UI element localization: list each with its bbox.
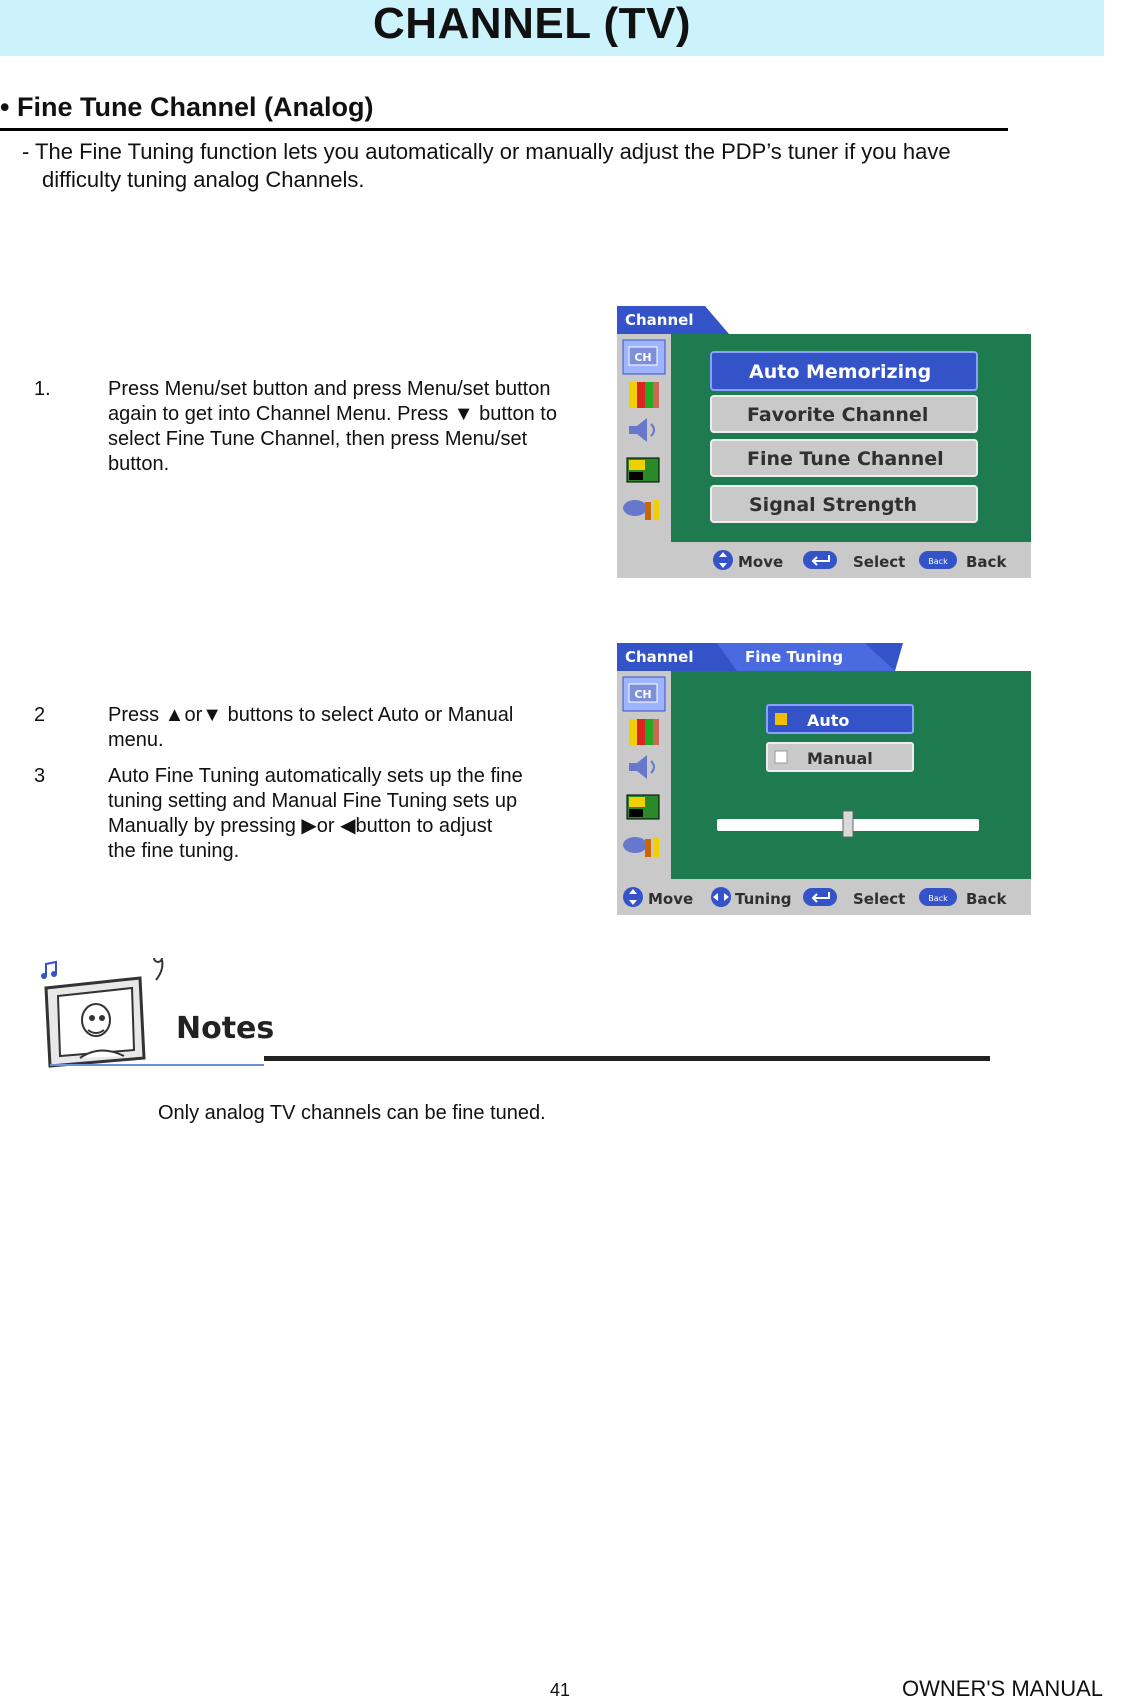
step-line: menu. — [108, 729, 164, 751]
fine-tune-slider-thumb[interactable] — [843, 811, 853, 837]
footer-move-label: Move — [738, 553, 784, 571]
step-line: Auto Fine Tuning automatically sets up the fine — [108, 765, 523, 787]
channel-menu-screenshot — [617, 306, 1031, 578]
step-1 — [34, 377, 574, 487]
footer-select-label: Select — [853, 553, 906, 571]
page-number: 41 — [550, 1680, 571, 1700]
footer-move-label: Move — [648, 890, 694, 908]
option-label: Manual — [807, 749, 873, 768]
menu-item-signal-strength[interactable] — [711, 486, 977, 522]
step-line: again to get into Channel Menu. Press ▼ button to — [108, 403, 557, 425]
option-auto[interactable] — [767, 705, 913, 733]
menu-item-label: Fine Tune Channel — [747, 448, 944, 470]
back-icon — [919, 551, 957, 569]
cc-icon — [627, 458, 659, 482]
menu-item-fine-tune-channel[interactable] — [711, 440, 977, 476]
step-number: 3 — [34, 765, 46, 787]
notes-underline — [50, 1064, 264, 1066]
ch-icon — [623, 677, 665, 711]
notes-banner — [40, 958, 1010, 1078]
osd-tab-label: Channel — [625, 311, 694, 329]
step-number: 2 — [34, 704, 46, 726]
step-text — [108, 377, 557, 477]
cc-icon — [627, 795, 659, 819]
step-line: tuning setting and Manual Fine Tuning sets up — [108, 790, 518, 812]
music-note-icon — [41, 962, 57, 979]
intro-line-1: - The Fine Tuning function lets you automatically or manually adjust the PDP’s tuner if you have — [22, 139, 951, 164]
tuning-icon — [711, 887, 731, 907]
move-icon — [623, 887, 643, 907]
manual-label: OWNER'S MANUAL — [902, 1676, 1103, 1701]
move-icon — [713, 550, 733, 570]
notes-text: Only analog TV channels can be fine tuned. — [158, 1102, 546, 1124]
radio-unselected-icon — [775, 751, 787, 763]
radio-selected-icon — [775, 713, 787, 725]
section-heading: • Fine Tune Channel (Analog) — [0, 92, 374, 122]
intro-paragraph — [22, 138, 1012, 194]
menu-item-label: Signal Strength — [749, 494, 918, 516]
enter-icon — [803, 551, 837, 569]
page-title: CHANNEL (TV) — [372, 0, 692, 48]
notes-divider — [264, 1056, 990, 1061]
step-2 — [34, 703, 554, 758]
step-3 — [34, 764, 554, 874]
tv-mascot-icon — [46, 958, 162, 1066]
option-manual[interactable] — [767, 743, 913, 771]
footer-back-label: Back — [966, 890, 1007, 908]
step-line: the fine tuning. — [108, 840, 240, 862]
step-line: button. — [108, 453, 170, 475]
osd-background — [617, 671, 1031, 879]
menu-item-label: Auto Memorizing — [749, 361, 932, 383]
color-bars-icon — [629, 719, 659, 745]
ch-icon-label: CH — [634, 351, 652, 364]
back-icon-label: Back — [928, 557, 948, 566]
step-text — [108, 764, 523, 864]
ch-icon — [623, 340, 665, 374]
color-bars-icon — [629, 382, 659, 408]
step-line: select Fine Tune Channel, then press Menu/set — [108, 428, 528, 450]
footer-back-label: Back — [966, 553, 1007, 571]
osd-tab-label: Channel — [625, 648, 694, 666]
footer-select-label: Select — [853, 890, 906, 908]
title-bar — [0, 0, 1104, 56]
fine-tuning-screenshot — [617, 643, 1031, 915]
footer-tuning-label: Tuning — [735, 890, 792, 908]
ch-icon-label: CH — [634, 688, 652, 701]
intro-line-2: difficulty tuning analog Channels. — [42, 167, 365, 192]
step-text — [108, 703, 513, 753]
enter-icon — [803, 888, 837, 906]
menu-item-auto-memorizing[interactable] — [711, 352, 977, 390]
notes-heading: Notes — [176, 1011, 275, 1046]
back-icon-label: Back — [928, 894, 948, 903]
section-divider — [0, 128, 1008, 131]
back-icon — [919, 888, 957, 906]
menu-item-favorite-channel[interactable] — [711, 396, 977, 432]
menu-item-label: Favorite Channel — [747, 404, 929, 426]
step-number: 1. — [34, 378, 51, 400]
option-label: Auto — [807, 711, 850, 730]
step-line: Press Menu/set button and press Menu/set button — [108, 378, 551, 400]
step-line: Press ▲or▼ buttons to select Auto or Manual — [108, 704, 514, 726]
osd-subtab-label: Fine Tuning — [745, 648, 843, 666]
step-line: Manually by pressing ▶or ◀button to adjust — [108, 815, 493, 837]
